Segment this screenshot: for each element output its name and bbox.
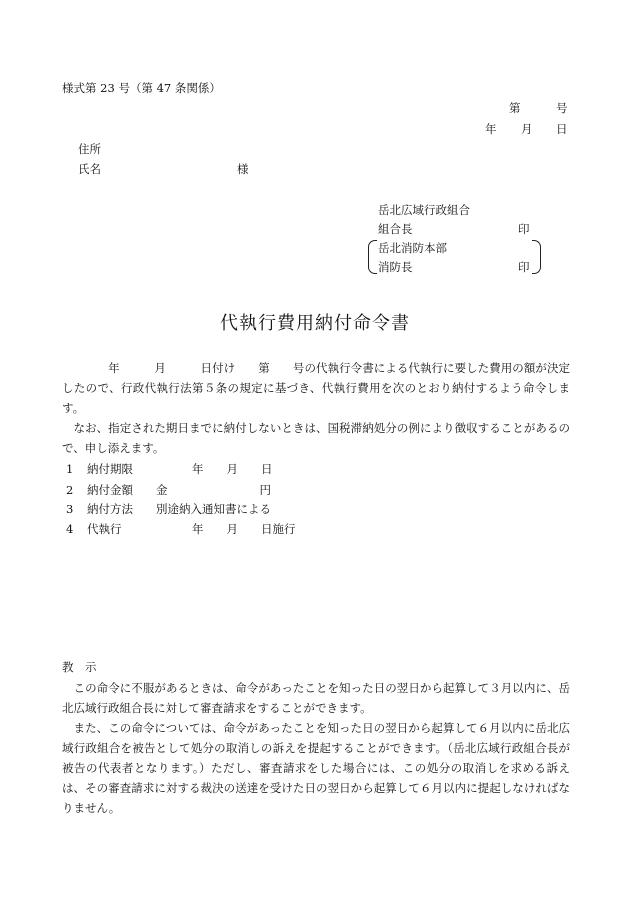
date-month: 月 xyxy=(521,122,533,136)
item-4-label: 代執行 xyxy=(87,522,122,536)
doc-number-prefix: 第 xyxy=(509,101,521,115)
doc-number-suffix: 号 xyxy=(556,101,568,115)
notice-paragraph-1: この命令に不服があるときは、命令があったことを知った日の翌日から起算して３月以内に、岳北広域行政組合長に対して審査請求をすることができます。 xyxy=(62,681,570,715)
document-title: 代執行費用納付命令書 xyxy=(220,313,410,334)
form-label: 様式第 23 号（第 47 条関係） xyxy=(62,81,221,95)
issuer-title1: 組合長 xyxy=(378,222,413,236)
issuer-title2: 消防長 xyxy=(378,260,413,274)
issuer-org2: 岳北消防本部 xyxy=(378,241,447,255)
date-day: 日 xyxy=(556,122,568,136)
issuer-seal1: 印 xyxy=(518,222,530,236)
item-4-value: 年 月 日施行 xyxy=(192,522,296,536)
honorific: 様 xyxy=(237,162,249,176)
date-year: 年 xyxy=(485,122,497,136)
name-label: 氏名 xyxy=(78,162,101,176)
item-1-number: 1 xyxy=(66,462,74,476)
item-3-value: 別途納入通知書による xyxy=(156,502,271,516)
left-bracket xyxy=(368,240,377,274)
address-label: 住所 xyxy=(78,142,101,156)
body-paragraph-1: 年 月 日付け 第 号の代執行令書による代執行に要した費用の額が決定したので、行政代執行法第５条の規定に基づき、代執行費用を次のとおり納付するよう命令します。 xyxy=(62,361,570,415)
issuer-seal2: 印 xyxy=(518,260,530,274)
notice-paragraph-2: また、この命令については、命令があったことを知った日の翌日から起算して６月以内に岳北広域行政組合を被告として処分の取消しの訴えを提起することができます。（岳北広域行政組合長が被告の代表者となります。）ただし、審査請求をした場合には、この処分の取消しを求める訴えは、その審査請求に対する裁決の送達を受けた日の翌日から起算して６月以内に提起しなければなりません。 xyxy=(62,721,570,815)
item-2-label: 納付金額 xyxy=(87,483,133,497)
right-bracket xyxy=(532,240,541,274)
body-paragraph-2: なお、指定された期日までに納付しないときは、国税滞納処分の例により徴収することがあるので、申し添えます。 xyxy=(62,421,570,455)
item-2-value: 金 円 xyxy=(156,483,271,497)
item-2-number: 2 xyxy=(66,483,74,497)
item-4-number: 4 xyxy=(66,522,74,536)
item-1-label: 納付期限 xyxy=(87,462,133,476)
issuer-org1: 岳北広域行政組合 xyxy=(378,203,470,217)
notice-heading: 教 示 xyxy=(62,660,97,674)
item-3-label: 納付方法 xyxy=(87,502,133,516)
item-1-value: 年 月 日 xyxy=(192,462,273,476)
item-3-number: 3 xyxy=(66,502,74,516)
